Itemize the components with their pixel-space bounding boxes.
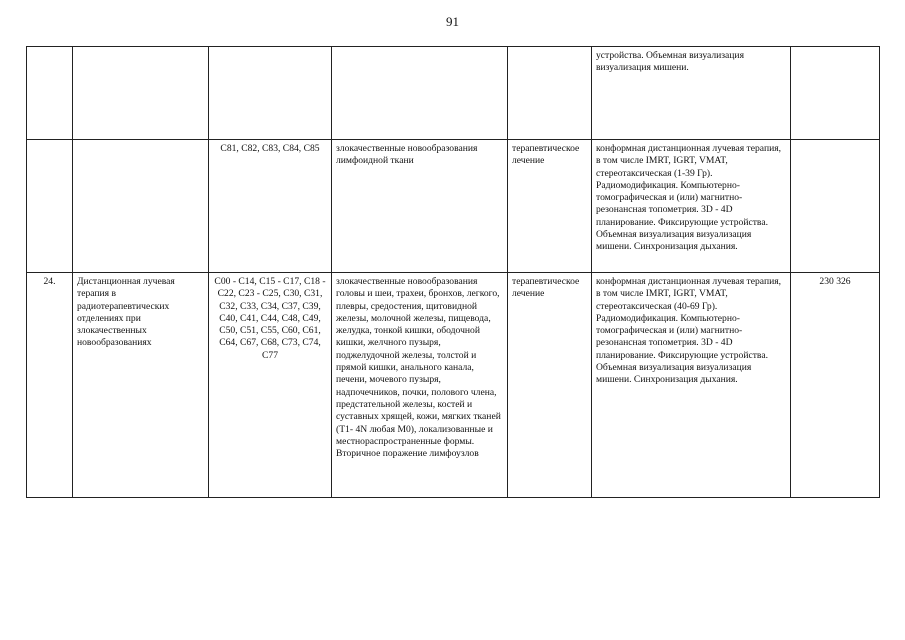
- disease-model-cell: [332, 47, 508, 140]
- medical-care-table: [26, 46, 880, 498]
- page-number: 91: [446, 14, 459, 29]
- table-row: [27, 140, 880, 273]
- table-row: [27, 47, 880, 140]
- icd-codes-cell: [209, 47, 332, 140]
- table-row: [27, 273, 880, 498]
- care-type-cell: [73, 47, 209, 140]
- treatment-method-cell: конформная дистанционная лучевая терапия, в том числе IMRT, IGRT, VMAT, стереотаксическая (1-39 Гр). Радиомодификация. Компьютерно-томографическая и (или) магнитно-резонансная топометрия. 3D - 4D планирование. Фиксирующие устройства. Объемная визуализация визуализация мишени. Синхронизация дыхания.: [592, 140, 791, 273]
- treatment-type-cell: терапевтическое лечение: [508, 273, 592, 498]
- treatment-method-cell: конформная дистанционная лучевая терапия, в том числе IMRT, IGRT, VMAT, стереотаксическая (40-69 Гр). Радиомодификация. Компьютерно-томографическая и (или) магнитно-резонансная топометрия. 3D - 4D планирование. Фиксирующие устройства. Объемная визуализация визуализация мишени. Синхронизация дыхания.: [592, 273, 791, 498]
- price-cell: [791, 140, 880, 273]
- treatment-type-cell: [508, 47, 592, 140]
- icd-codes-cell: C00 - C14, C15 - C17, C18 - C22, C23 - C25, C30, C31, C32, C33, C34, C37, C39, C40, C41, C44, C48, C49, C50, C51, C55, C60, C61, C64, C67, C68, C73, C74, C77: [209, 273, 332, 498]
- price-cell: 230 326: [791, 273, 880, 498]
- icd-codes-cell: C81, C82, C83, C84, C85: [209, 140, 332, 273]
- row-number-cell: [27, 140, 73, 273]
- treatment-type-cell: терапевтическое лечение: [508, 140, 592, 273]
- disease-model-cell: злокачественные новообразования лимфоидной ткани: [332, 140, 508, 273]
- disease-model-cell: злокачественные новообразования головы и шеи, трахеи, бронхов, легкого, плевры, средостения, щитовидной железы, молочной железы, пищевода, желудка, тонкой кишки, ободочной кишки, желчного пузыря, поджелудочной железы, толстой и прямой кишки, анального канала, печени, мочевого пузыря, надпочечников, почки, полового члена, предстательной железы, костей и суставных хрящей, кожи, мягких тканей (T1- 4N любая M0), локализованные и местнораспространенные формы. Вторичное поражение лимфоузлов: [332, 273, 508, 498]
- row-number-cell: 24.: [27, 273, 73, 498]
- treatment-method-cell: устройства. Объемная визуализация визуализация мишени.: [592, 47, 791, 140]
- row-number-cell: [27, 47, 73, 140]
- care-type-cell: Дистанционная лучевая терапия в радиотерапевтических отделениях при злокачественных новообразованиях: [73, 273, 209, 498]
- care-type-cell: [73, 140, 209, 273]
- price-cell: [791, 47, 880, 140]
